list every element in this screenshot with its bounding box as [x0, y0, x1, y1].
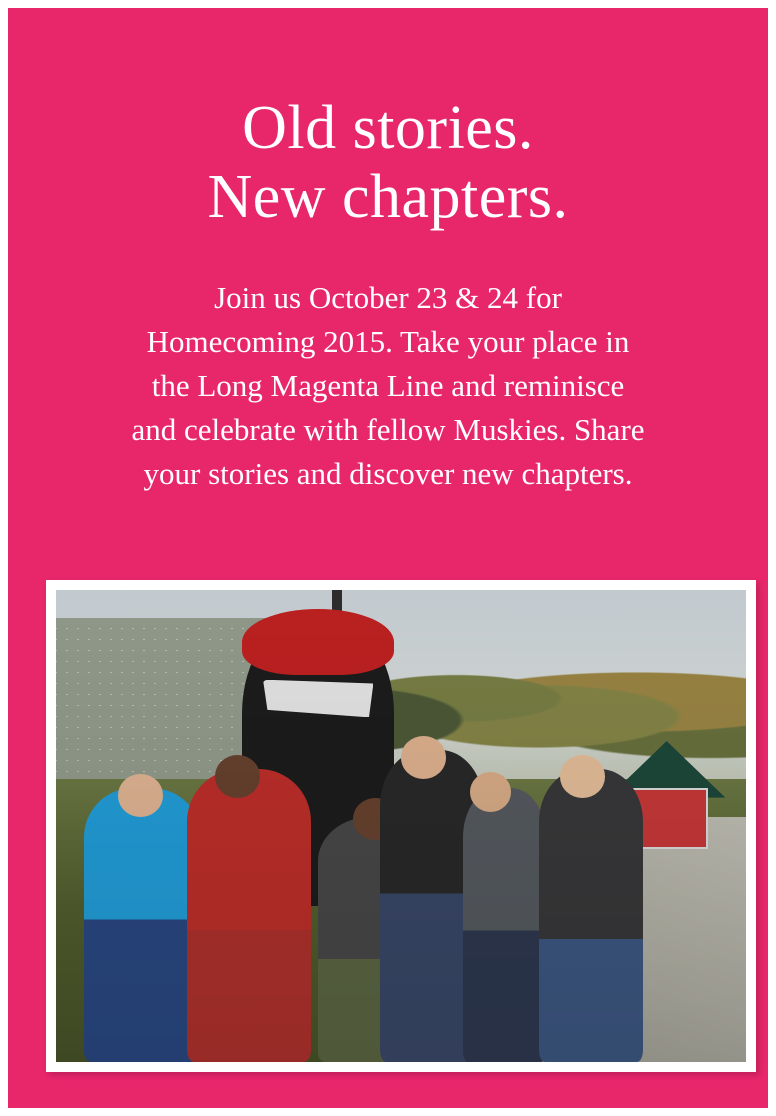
subhead-line-3: the Long Magenta Line and reminisce [151, 368, 625, 404]
student-1 [84, 788, 201, 1062]
headline-line-1: Old stories. [242, 94, 534, 162]
subhead-line-4: and celebrate with fellow Muskies. Share [131, 412, 645, 448]
student-5 [463, 788, 546, 1062]
student-2 [187, 769, 311, 1062]
subhead-paragraph [68, 276, 708, 496]
magenta-panel [8, 8, 768, 1108]
student-4-head [401, 736, 446, 778]
student-2-head [215, 755, 260, 797]
mascot-head [242, 609, 394, 675]
student-6-head [560, 755, 605, 797]
homecoming-photo [56, 590, 746, 1062]
headline-line-2: New chapters. [207, 163, 569, 232]
photo-frame [46, 580, 756, 1072]
student-5-head [470, 772, 511, 812]
student-1-head [118, 774, 163, 816]
subhead-line-5: your stories and discover new chapters. [143, 456, 633, 492]
subhead-line-2: Homecoming 2015. Take your place in [146, 324, 630, 360]
subhead-line-1: Join us October 23 & 24 for [214, 280, 562, 315]
student-6 [539, 769, 643, 1062]
page-title [8, 94, 768, 233]
